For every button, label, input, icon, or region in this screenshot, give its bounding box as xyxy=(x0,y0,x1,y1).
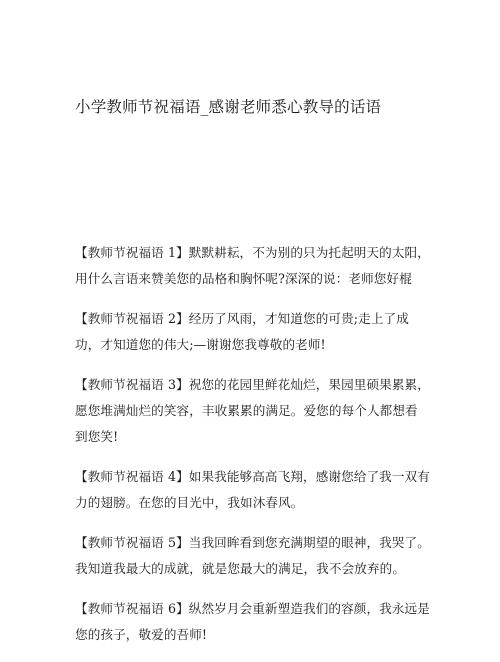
paragraph-6: 【教师节祝福语 6】纵然岁月会重新塑造我们的容颜，我永远是您的孩子，敬爱的吾师! xyxy=(75,601,430,642)
document-body xyxy=(75,240,430,662)
paragraph-4: 【教师节祝福语 4】如果我能够高高飞翔，感谢您给了我一双有力的翅膀。在您的目光中，我如沐春风。 xyxy=(75,469,430,510)
paragraph-1: 【教师节祝福语 1】默默耕耘，不为别的只为托起明天的太阳，用什么言语来赞美您的品格和胸怀呢?深深的说：老师您好棍 xyxy=(75,245,430,286)
paragraph-2: 【教师节祝福语 2】经历了风雨，才知道您的可贵;走上了成功，才知道您的伟大;—谢谢您我尊敬的老师! xyxy=(75,311,409,352)
paragraph-3: 【教师节祝福语 3】祝您的花园里鲜花灿烂，果园里硕果累累，愿您堆满灿烂的笑容，丰收累累的满足。爱您的每个人都想看到您笑! xyxy=(75,377,430,444)
document-title: 小学教师节祝福语_感谢老师悉心教导的话语 xyxy=(75,98,382,116)
paragraph-5: 【教师节祝福语 5】当我回眸看到您充满期望的眼神，我哭了。我知道我最大的成就，就是您最大的满足，我不会放弃的。 xyxy=(75,535,430,576)
